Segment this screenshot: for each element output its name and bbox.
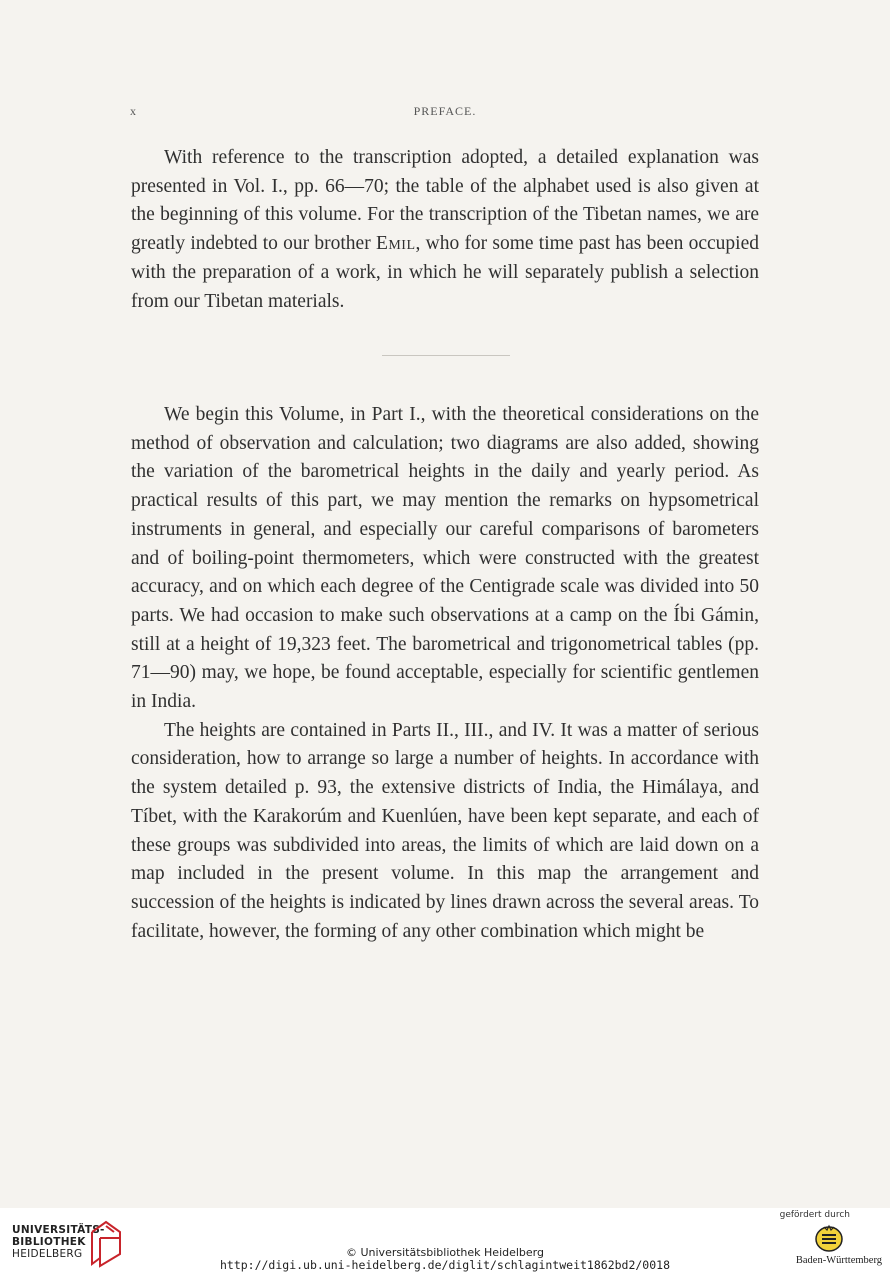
running-title: PREFACE. [413, 104, 477, 118]
text-block-top [131, 144, 759, 316]
running-head [130, 104, 760, 124]
digitization-footer [0, 1208, 890, 1272]
coat-of-arms-icon [814, 1224, 844, 1252]
funder-name: Baden-Württemberg [795, 1255, 882, 1266]
paragraph-heights: The heights are contained in Parts II., III., and IV. It was a matter of serious consideration, how to arrange so large a number of heights. In accordance with the system detailed p. 93, the extensive districts of India, the Himálaya, and Tíbet, with the Karakorúm and Kuenlúen, have been kept separate, and each of these groups was subdivided into areas, the limits of which are laid down on a map included in the present volume. In this map the arrangement and succession of the heights is indicated by lines drawn across the several areas. To facilitate, however, the forming of any other combination which might be [131, 719, 759, 942]
copyright-notice: © Universitätsbibliothek Heidelberg [345, 1246, 544, 1259]
page-number: x [130, 104, 137, 118]
paragraph-part-one: We begin this Volume, in Part I., with the theoretical considerations on the method of observation and calculation; two diagrams are also added, showing the variation of the barometrical heights in the daily and yearly period. As practical results of this part, we may mention the remarks on hypsometrical instruments in general, and especially our careful comparisons of barometers and of boiling-point thermometers, which were constructed with the greatest accuracy, and on which each degree of the Centigrade scale was divided into 50 parts. We had occasion to make such observations at a camp on the Íbi Gámin, still at a height of 19,323 feet. The barometrical and trigonometrical tables (pp. 71—90) may, we hope, be found acceptable, especially for scientific gentlemen in India. [131, 404, 759, 713]
paragraph-transcription [131, 144, 759, 316]
section-divider [382, 355, 510, 356]
funder-label: gefördert durch [779, 1210, 850, 1220]
name-emil: Emil [375, 233, 416, 255]
paragraph-text: With reference to the transcription adopted, a detailed explanation was presented in Vol. I., pp. 66—70; the table of the alphabet used is also given at the beginning of this volume. For the transcription of the Tibetan names, we are greatly indebted to our brother [131, 147, 759, 255]
permalink-url[interactable]: http://digi.ub.uni-heidelberg.de/diglit/schlagintweit1862bd2/0018 [219, 1258, 671, 1272]
text-block-bottom [131, 401, 759, 946]
library-name-line: HEIDELBERG [12, 1248, 83, 1260]
paragraph-text-tail: , who for some time past has been occupied with the preparation of a work, in which he will separately publish a selection from our Tibetan materials. [131, 233, 759, 312]
library-logo-icon [86, 1218, 124, 1268]
library-name-line: BIBLIOTHEK [12, 1236, 86, 1248]
library-name-line: UNIVERSITÄTS- [12, 1224, 105, 1236]
